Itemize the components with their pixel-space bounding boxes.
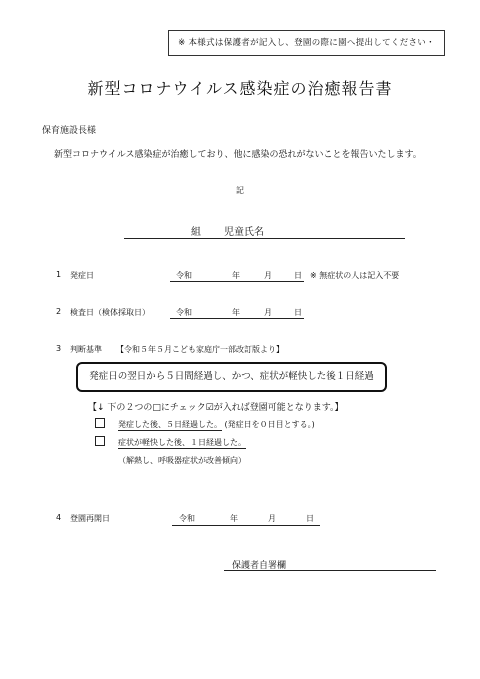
- item4-label: 登園再開日: [70, 514, 110, 523]
- notice-box: [168, 30, 445, 56]
- check-5-days-checkbox[interactable]: [95, 418, 105, 428]
- item2-day: 日: [294, 308, 302, 317]
- item2-date-line[interactable]: [170, 318, 304, 319]
- ki-label: 記: [236, 186, 244, 195]
- item3-label: 判断基準: [70, 345, 102, 354]
- check-5-days-label: 発症した後、５日経過した。: [118, 420, 222, 429]
- item3-note: 【令和５年５月こども家庭庁一部改訂版より】: [116, 345, 284, 354]
- item4-date-line[interactable]: [172, 525, 320, 526]
- item4-era: 令和: [179, 514, 195, 523]
- check-5-days-note: (発症日を０日目とする。): [224, 420, 315, 429]
- child-name-label: 児童氏名: [224, 227, 264, 238]
- item1-note: ※ 無症状の人は記入不要: [310, 271, 400, 280]
- page-title: 新型コロナウイルス感染症の治癒報告書: [87, 79, 393, 98]
- signature-line[interactable]: [224, 570, 436, 571]
- item4-day: 日: [306, 514, 314, 523]
- item2-year: 年: [232, 308, 240, 317]
- item1-number: 1: [56, 270, 62, 279]
- item1-label: 発症日: [70, 271, 94, 280]
- check-5-days-item: [118, 419, 315, 430]
- intro-text: 新型コロナウイルス感染症が治癒しており、他に感染の恐れがないことを報告いたします。: [54, 150, 422, 160]
- addressee: 保育施設長様: [42, 126, 97, 136]
- item2-label: 検査日（検体採取日）: [70, 308, 150, 317]
- item2-era: 令和: [176, 308, 192, 317]
- check-note: （解熱し、呼吸器症状が改善傾向）: [118, 456, 246, 465]
- item2-number: 2: [56, 307, 62, 316]
- item1-day: 日: [294, 271, 302, 280]
- item4-year: 年: [230, 514, 238, 523]
- item4-month: 月: [268, 514, 276, 523]
- criteria-text: 発症日の翌日から５日間経過し、かつ、症状が軽快した後１日経過: [89, 371, 374, 382]
- item2-month: 月: [264, 308, 272, 317]
- child-name-line[interactable]: [124, 238, 405, 239]
- check-1-day-item: [118, 437, 246, 448]
- criteria-box: [76, 362, 387, 392]
- notice-text: ※ 本様式は保護者が記入し、登園の際に園へ提出してください・: [178, 38, 435, 48]
- signature-label: 保護者自署欄: [232, 561, 287, 571]
- item1-date-line[interactable]: [170, 281, 304, 282]
- item1-month: 月: [264, 271, 272, 280]
- item4-number: 4: [56, 513, 62, 522]
- check-1-day-label: 症状が軽快した後、１日経過した。: [118, 438, 246, 447]
- class-label: 組: [191, 227, 201, 238]
- item1-era: 令和: [176, 271, 192, 280]
- check-instruction: 【↓ 下の２つの□にチェック☑が入れば登園可能となります。】: [88, 403, 344, 413]
- check-1-day-checkbox[interactable]: [95, 436, 105, 446]
- item1-year: 年: [232, 271, 240, 280]
- item3-number: 3: [56, 344, 62, 353]
